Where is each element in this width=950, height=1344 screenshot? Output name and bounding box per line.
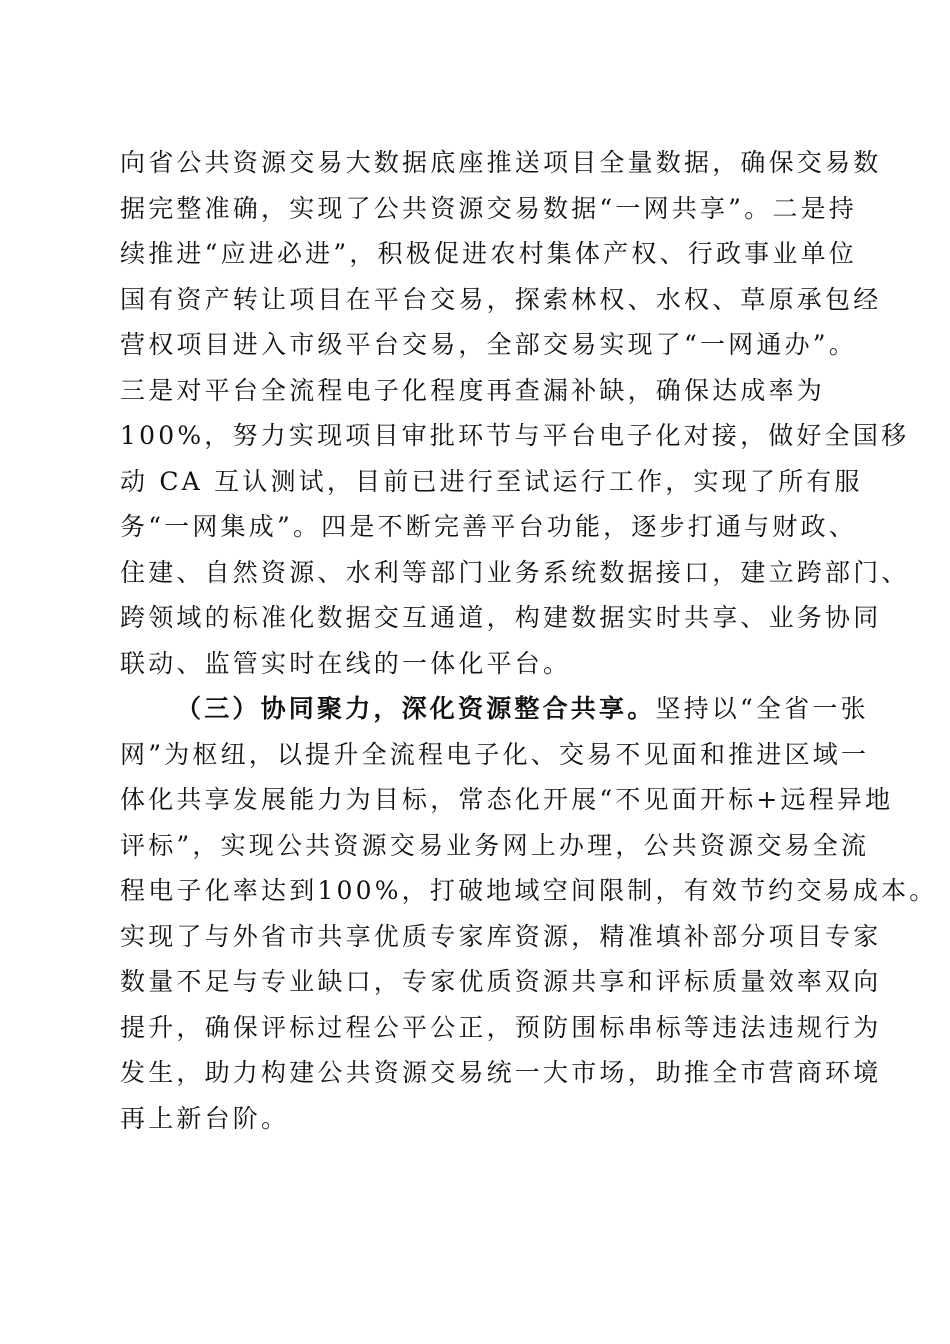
section-three-heading: （三）协同聚力，深化资源整合共享。 [176,694,656,723]
paragraph-line: 评标”，实现公共资源交易业务网上办理，公共资源交易全流 [120,830,870,860]
paragraph-line: 再上新台阶。 [120,1103,290,1133]
paragraph-line: 发生，助力构建公共资源交易统一大市场，助推全市营商环境 [120,1058,882,1087]
paragraph-line: 续推进“应进必进”，积极促进农村集体产权、行政事业单位 [120,239,857,268]
paragraph-line: 据完整准确，实现了公共资源交易数据“一网共享”。二是持 [120,193,857,223]
section-three-first-line-text: 坚持以“全省一张 [655,694,869,723]
paragraph-line: 务“一网集成”。四是不断完善平台功能，逐步打通与财政、 [120,512,857,541]
paragraph-line: 网”为枢纽，以提升全流程电子化、交易不见面和推进区域一 [120,739,870,769]
paragraph-line: 三是对平台全流程电子化程度再查漏补缺，确保达成率为 [120,375,826,405]
section-three-first-line [120,686,869,732]
paragraph-line: 国有资产转让项目在平台交易，探索林权、水权、草原承包经 [120,284,882,314]
paragraph-line: 100%，努力实现项目审批环节与平台电子化对接，做好全国移 [120,421,910,450]
document-body [120,140,938,1141]
paragraph-line: 提升，确保评标过程公平公正，预防围标串标等违法违规行为 [120,1012,882,1042]
paragraph-line: 住建、自然资源、水利等部门业务系统数据接口，建立跨部门、 [120,557,910,587]
paragraph-line: 体化共享发展能力为目标，常态化开展“不见面开标+远程异地 [120,785,894,814]
paragraph-line: 程电子化率达到100%，打破地域空间限制，有效节约交易成本。 [120,876,938,905]
paragraph-line: 联动、监管实时在线的一体化平台。 [120,648,572,678]
paragraph-line: 营权项目进入市级平台交易，全部交易实现了“一网通办”。 [120,330,857,359]
paragraph-line: 跨领域的标准化数据交互通道，构建数据实时共享、业务协同 [120,603,882,632]
paragraph-line: 数量不足与专业缺口，专家优质资源共享和评标质量效率双向 [120,967,882,996]
paragraph-line: 动 CA 互认测试，目前已进行至试运行工作，实现了所有服 [120,466,863,496]
paragraph-line: 向省公共资源交易大数据底座推送项目全量数据，确保交易数 [120,148,882,177]
paragraph-line: 实现了与外省市共享优质专家库资源，精准填补部分项目专家 [120,921,882,951]
